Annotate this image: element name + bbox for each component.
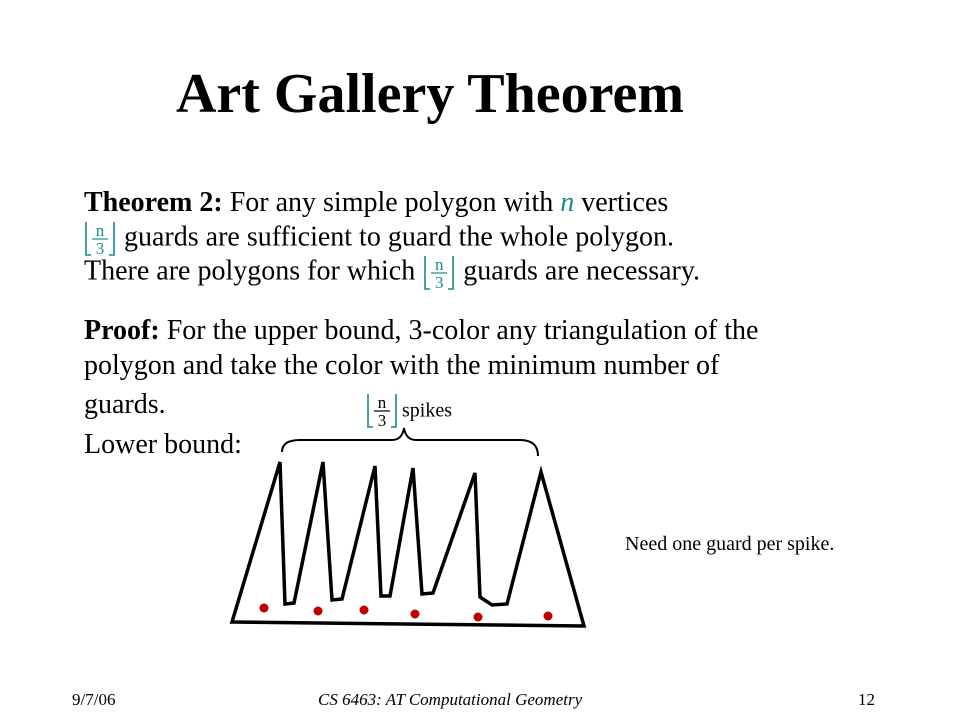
fraction-denominator: 3 (95, 239, 105, 258)
theorem-text-3-pre: There are polygons for which (84, 255, 416, 287)
proof-text-1: For the upper bound, 3-color any triangulation of the (166, 315, 759, 346)
guard-dot (544, 612, 553, 621)
proof-line-3: guards. (84, 389, 166, 420)
guard-dot (411, 610, 420, 619)
spike-polygon (232, 462, 584, 626)
footer-date: 9/7/06 (72, 690, 116, 709)
spikes-brace (282, 428, 538, 456)
guard-note: Need one guard per spike. (625, 533, 835, 555)
footer-course: CS 6463: AT Computational Geometry (318, 690, 583, 709)
fraction-denominator: 3 (377, 411, 387, 430)
spikes-label: spikes (402, 399, 452, 422)
proof-label: Proof: (84, 315, 160, 346)
fraction-numerator: n (434, 255, 444, 274)
slide-title: Art Gallery Theorem (175, 63, 685, 125)
guard-dot (260, 604, 269, 613)
proof-line-2: polygon and take the color with the minimum number of (84, 350, 720, 381)
theorem-text-3-post: guards are necessary. (463, 255, 701, 287)
theorem-text-1: For any simple polygon with (229, 187, 554, 218)
variable-n: n (560, 187, 575, 218)
theorem-label: Theorem 2: (84, 187, 223, 218)
theorem-text-1-tail: vertices (581, 187, 669, 218)
fraction-denominator: 3 (434, 273, 444, 292)
theorem-text-2: guards are sufficient to guard the whole polygon. (124, 221, 675, 253)
guard-dot (360, 606, 369, 615)
page-number: 12 (858, 690, 875, 709)
guard-dot (314, 607, 323, 616)
fraction-numerator: n (95, 221, 105, 240)
lower-bound-label: Lower bound: (84, 429, 242, 460)
guard-dot (474, 613, 483, 622)
fraction-numerator: n (377, 393, 387, 412)
